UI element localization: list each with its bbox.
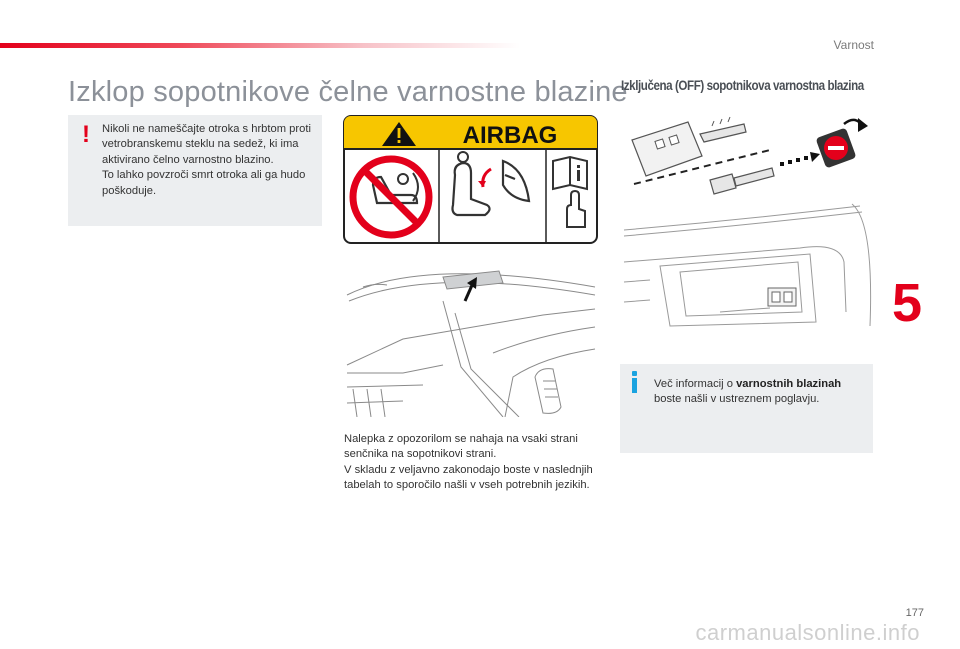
insert-direction-arrows: [780, 152, 820, 166]
warning-box: [68, 115, 322, 226]
info-prefix: Več informacij o: [654, 378, 737, 390]
warning-line-2: To lahko povzroči smrt otroka ali ga hudo poškoduje.: [102, 169, 306, 197]
info-suffix: boste našli v ustreznem poglavju.: [654, 393, 820, 406]
info-text: [654, 377, 864, 408]
caption-line-1: Nalepka z opozorilom se nahaja na vsaki strani senčnika na sopotnikovi strani.: [344, 433, 578, 461]
caption-line-2: V skladu z veljavno zakonodajo boste v naslednjih tabelah to sporočilo našli v vseh potrebnih jezikih.: [344, 463, 593, 492]
label-airbag-text: AIRBAG: [462, 122, 558, 149]
watermark: carmanualsonline.info: [695, 620, 920, 645]
chapter-number: 5: [892, 273, 923, 333]
info-box: [620, 364, 873, 453]
header-accent-rule: [0, 43, 520, 48]
rotate-arrow-icon: [858, 118, 868, 132]
section-label: Varnost: [833, 38, 874, 52]
airbag-warning-label: [343, 115, 598, 245]
info-link-text: varnostnih blazinah: [736, 378, 842, 390]
no-rear-facing-seat-icon: [353, 159, 429, 235]
section-heading: Izključena (OFF) sopotnikova varnostna blazina: [621, 78, 864, 93]
sun-visor-illustration: [343, 257, 598, 417]
exclamation-icon: !: [82, 121, 90, 148]
warning-text: [102, 122, 314, 199]
page-title: Izklop sopotnikove čelne varnostne blazine: [68, 76, 628, 108]
detached-key-blade-icon: [710, 168, 774, 194]
page-number: 177: [905, 607, 924, 619]
label-caption: [344, 432, 606, 494]
info-icon: [632, 371, 637, 393]
airbag-switch-icon: [815, 127, 856, 168]
car-key-icon: [632, 117, 746, 176]
warning-line-1: Nikoli ne nameščajte otroka s hrbtom proti vetrobranskemu steklu na sedež, ki ima aktivirano čelno varnostno blazino.: [102, 123, 311, 166]
airbag-off-switch-illustration: [620, 112, 875, 332]
